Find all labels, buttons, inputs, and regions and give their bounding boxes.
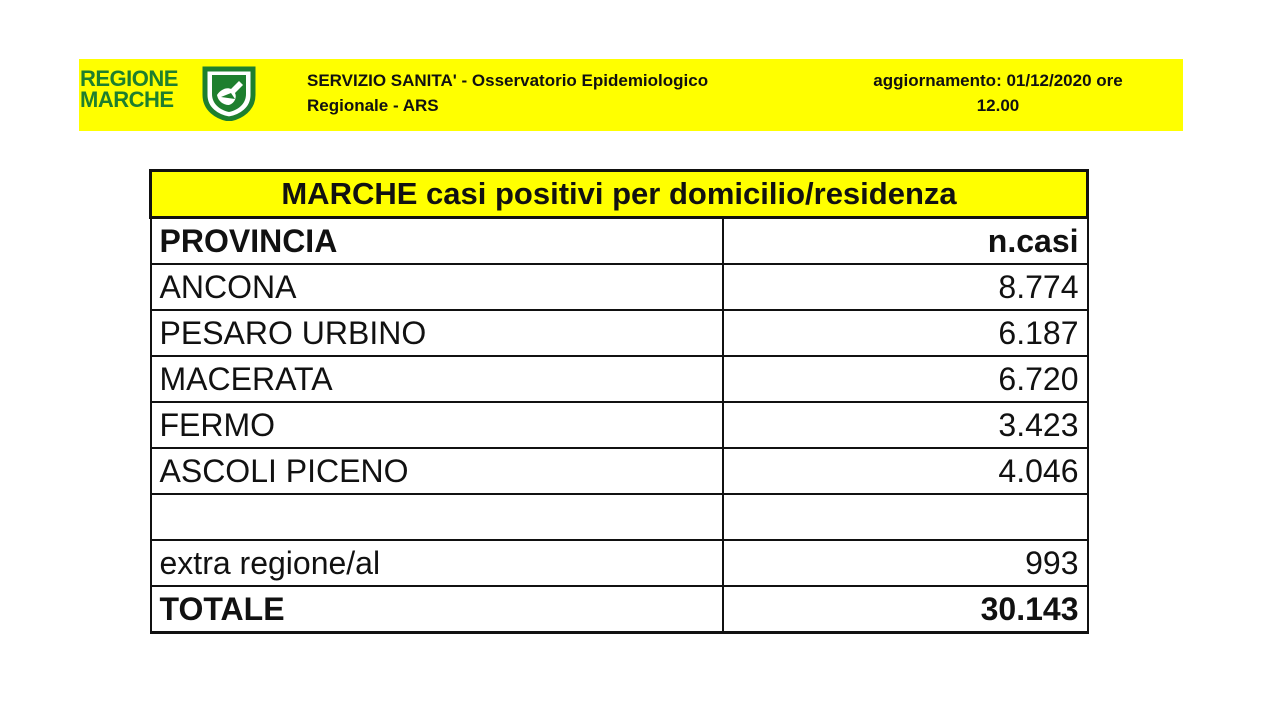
table-title: MARCHE casi positivi per domicilio/residenza [151,171,1088,218]
province-name: ANCONA [151,264,723,310]
regione-marche-logo [79,65,259,123]
column-header-provincia: PROVINCIA [151,218,723,265]
case-count: 993 [723,540,1088,586]
logo-line-2: MARCHE [80,87,174,112]
case-count: 6.720 [723,356,1088,402]
cases-table [149,169,1089,634]
update-timestamp [831,68,1165,118]
province-name: FERMO [151,402,723,448]
case-count: 6.187 [723,310,1088,356]
case-count [723,494,1088,540]
update-line-2: 12.00 [976,96,1020,115]
update-line-1: aggiornamento: 01/12/2020 ore [873,71,1123,90]
header-band [79,59,1183,131]
total-value: 30.143 [723,586,1088,633]
table-header-row [151,218,1088,265]
table-row-empty [151,494,1088,540]
province-name: PESARO URBINO [151,310,723,356]
marche-emblem-icon [201,65,257,121]
total-label: TOTALE [151,586,723,633]
case-count: 8.774 [723,264,1088,310]
service-line-2: Regionale - ARS [307,96,439,115]
table-row [151,402,1088,448]
province-name: extra regione/al [151,540,723,586]
cases-table-container [149,169,1086,634]
column-header-casi: n.casi [723,218,1088,265]
table-row [151,310,1088,356]
case-count: 3.423 [723,402,1088,448]
table-total-row [151,586,1088,633]
service-title [307,68,807,118]
table-row [151,264,1088,310]
table-title-row [151,171,1088,218]
logo-line-1: REGIONE [80,66,178,91]
province-name [151,494,723,540]
province-name: MACERATA [151,356,723,402]
logo-text [80,68,178,110]
case-count: 4.046 [723,448,1088,494]
province-name: ASCOLI PICENO [151,448,723,494]
table-row [151,356,1088,402]
table-row [151,448,1088,494]
table-row [151,540,1088,586]
service-line-1: SERVIZIO SANITA' - Osservatorio Epidemiologico [307,71,709,90]
